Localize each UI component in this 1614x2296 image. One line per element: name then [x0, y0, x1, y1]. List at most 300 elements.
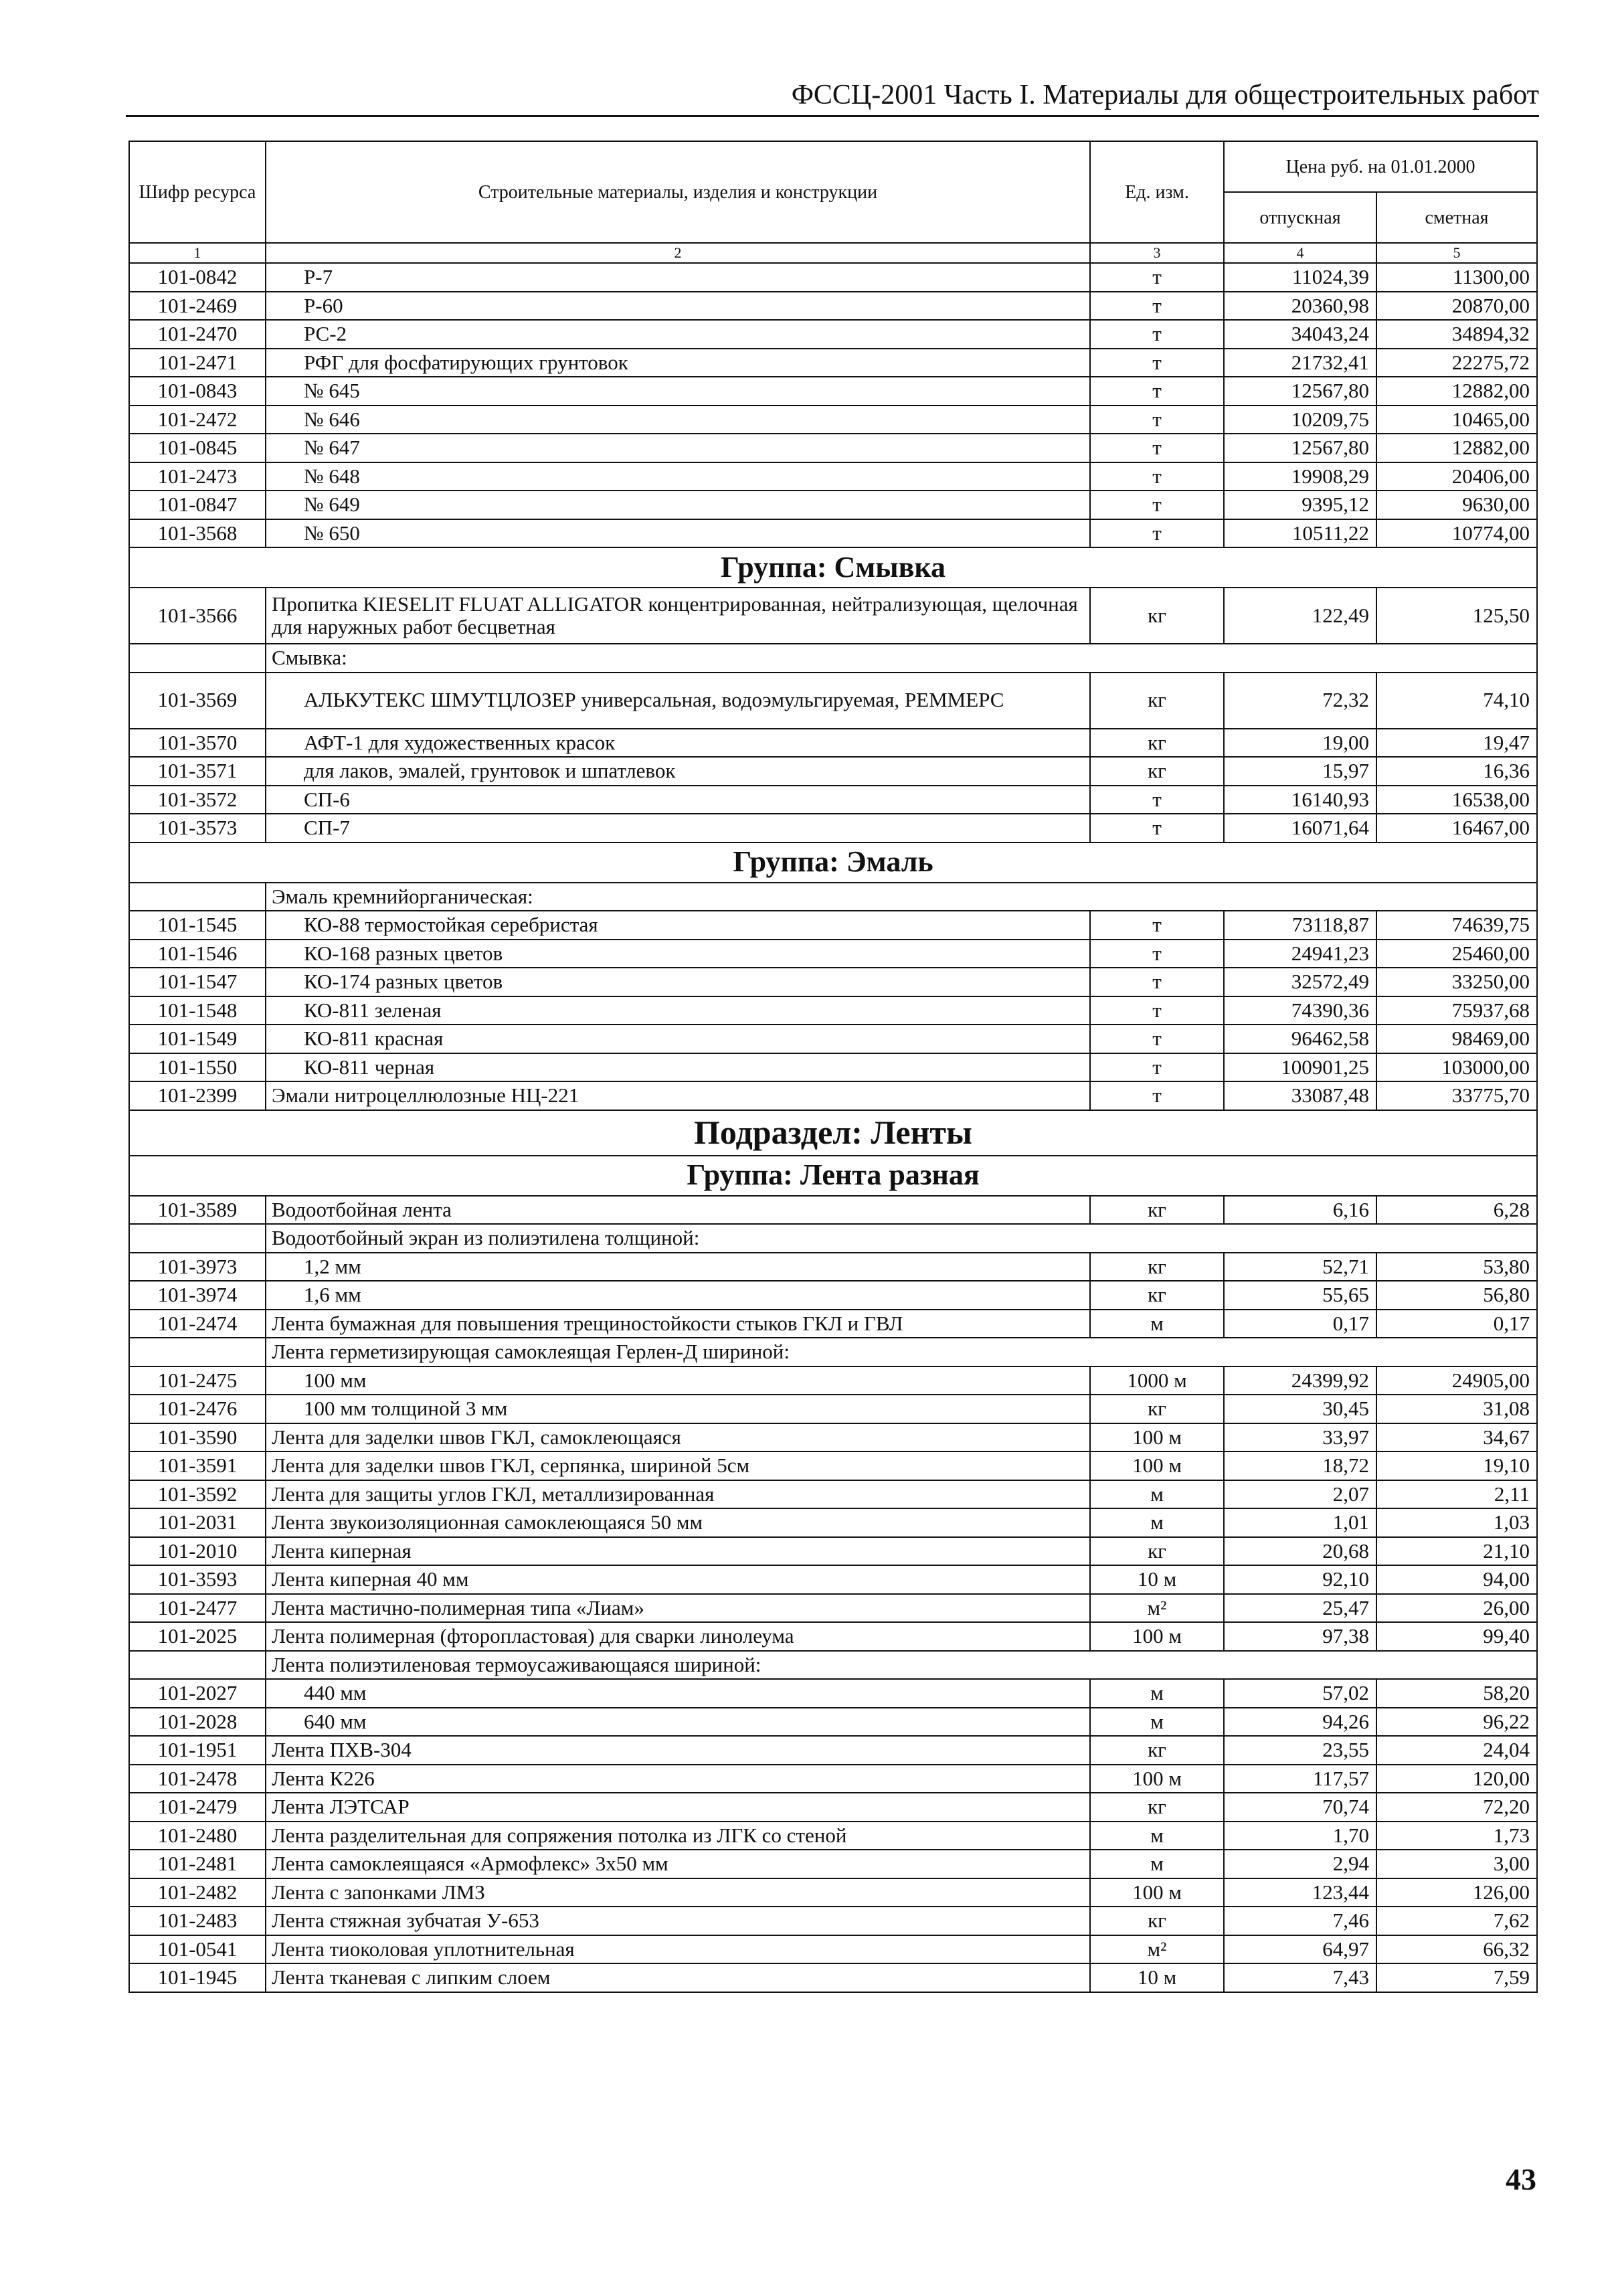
release-price: 20360,98: [1224, 292, 1376, 321]
resource-code: 101-2027: [129, 1679, 266, 1708]
table-row: [129, 968, 1537, 996]
release-price: 30,45: [1224, 1395, 1376, 1423]
table-row: [129, 406, 1537, 434]
release-price: 10209,75: [1224, 406, 1376, 434]
col-number: 3: [1090, 243, 1224, 263]
unit-of-measure: кг: [1090, 673, 1224, 729]
unit-of-measure: т: [1090, 519, 1224, 548]
estimate-price: 103000,00: [1376, 1053, 1537, 1082]
unit-of-measure: 100 м: [1090, 1622, 1224, 1651]
estimate-price: 33775,70: [1376, 1081, 1537, 1110]
material-name: № 648: [266, 462, 1090, 491]
col-header-name: Строительные материалы, изделия и конструкции: [266, 141, 1090, 243]
release-price: 73118,87: [1224, 911, 1376, 940]
resource-code: 101-2479: [129, 1793, 266, 1822]
material-name: Р-7: [266, 263, 1090, 292]
release-price: 122,49: [1224, 588, 1376, 644]
resource-code: 101-2471: [129, 349, 266, 377]
release-price: 92,10: [1224, 1565, 1376, 1594]
release-price: 72,32: [1224, 673, 1376, 729]
release-price: 11024,39: [1224, 263, 1376, 292]
material-name: № 647: [266, 434, 1090, 462]
table-row: [129, 1878, 1537, 1907]
unit-of-measure: кг: [1090, 1736, 1224, 1765]
unit-of-measure: м: [1090, 1508, 1224, 1537]
resource-code: 101-2475: [129, 1366, 266, 1395]
resource-code: 101-2474: [129, 1310, 266, 1338]
material-name: Водоотбойная лента: [266, 1196, 1090, 1225]
table-row: [129, 588, 1537, 644]
material-name: КО-811 черная: [266, 1053, 1090, 1082]
resource-code: 101-0847: [129, 491, 266, 519]
material-name: Лента ПХВ-304: [266, 1736, 1090, 1765]
resource-code: 101-3593: [129, 1565, 266, 1594]
table-row: [129, 1565, 1537, 1594]
estimate-price: 26,00: [1376, 1594, 1537, 1623]
estimate-price: 34,67: [1376, 1423, 1537, 1452]
material-name: Лента киперная: [266, 1537, 1090, 1566]
table-row: [129, 1622, 1537, 1651]
material-name: Лента К226: [266, 1765, 1090, 1793]
release-price: 2,94: [1224, 1850, 1376, 1878]
material-name: Лента для защиты углов ГКЛ, металлизированная: [266, 1480, 1090, 1509]
release-price: 23,55: [1224, 1736, 1376, 1765]
resource-code: 101-1545: [129, 911, 266, 940]
release-price: 70,74: [1224, 1793, 1376, 1822]
unit-of-measure: кг: [1090, 757, 1224, 786]
unit-of-measure: т: [1090, 1081, 1224, 1110]
table-row: [129, 491, 1537, 519]
col-header-estimate: сметная: [1376, 192, 1537, 243]
group-heading: Группа: Смывка: [129, 547, 1537, 588]
material-name: АЛЬКУТЕКС ШМУТЦЛОЗЕР универсальная, водоэмульгируемая, РЕММЕРС: [266, 673, 1090, 729]
resource-code: 101-0842: [129, 263, 266, 292]
material-name: № 645: [266, 377, 1090, 406]
release-price: 15,97: [1224, 757, 1376, 786]
resource-code: 101-1546: [129, 940, 266, 968]
table-row: [129, 1451, 1537, 1480]
table-row: [129, 349, 1537, 377]
resource-code: [129, 1651, 266, 1680]
unit-of-measure: т: [1090, 263, 1224, 292]
resource-code: 101-2473: [129, 462, 266, 491]
unit-of-measure: т: [1090, 786, 1224, 814]
resource-code: 101-3592: [129, 1480, 266, 1509]
estimate-price: 10774,00: [1376, 519, 1537, 548]
unit-of-measure: кг: [1090, 1281, 1224, 1310]
table-row: [129, 1822, 1537, 1850]
release-price: 6,16: [1224, 1196, 1376, 1225]
group-heading: Группа: Лента разная: [129, 1156, 1537, 1196]
unit-of-measure: кг: [1090, 729, 1224, 758]
subheading-row: [129, 1224, 1537, 1253]
table-row: [129, 292, 1537, 321]
material-name: Лента тканевая с липким слоем: [266, 1963, 1090, 1992]
release-price: 18,72: [1224, 1451, 1376, 1480]
release-price: 57,02: [1224, 1679, 1376, 1708]
unit-of-measure: т: [1090, 996, 1224, 1025]
resource-code: 101-1549: [129, 1025, 266, 1053]
unit-of-measure: кг: [1090, 1537, 1224, 1566]
release-price: 24941,23: [1224, 940, 1376, 968]
table-row: [129, 1025, 1537, 1053]
release-price: 97,38: [1224, 1622, 1376, 1651]
material-name: 1,2 мм: [266, 1253, 1090, 1282]
release-price: 21732,41: [1224, 349, 1376, 377]
estimate-price: 66,32: [1376, 1935, 1537, 1964]
resource-code: 101-3569: [129, 673, 266, 729]
estimate-price: 120,00: [1376, 1765, 1537, 1793]
running-header: ФССЦ-2001 Часть I. Материалы для общестроительных работ: [791, 80, 1539, 110]
resource-code: 101-3590: [129, 1423, 266, 1452]
estimate-price: 31,08: [1376, 1395, 1537, 1423]
table-row: [129, 263, 1537, 292]
resource-code: 101-2399: [129, 1081, 266, 1110]
resource-code: 101-2481: [129, 1850, 266, 1878]
material-name: Лента ЛЭТСАР: [266, 1793, 1090, 1822]
estimate-price: 10465,00: [1376, 406, 1537, 434]
resource-code: 101-3571: [129, 757, 266, 786]
estimate-price: 11300,00: [1376, 263, 1537, 292]
estimate-price: 34894,32: [1376, 320, 1537, 349]
subheading-text: Смывка:: [266, 644, 1537, 673]
resource-code: 101-1945: [129, 1963, 266, 1992]
unit-of-measure: т: [1090, 1053, 1224, 1082]
subheading-row: [129, 644, 1537, 673]
estimate-price: 20406,00: [1376, 462, 1537, 491]
group-heading: Группа: Эмаль: [129, 843, 1537, 883]
table-row: [129, 1907, 1537, 1935]
unit-of-measure: т: [1090, 292, 1224, 321]
unit-of-measure: м²: [1090, 1935, 1224, 1964]
unit-of-measure: т: [1090, 406, 1224, 434]
price-table: [128, 141, 1538, 1993]
col-number: 5: [1376, 243, 1537, 263]
resource-code: 101-2480: [129, 1822, 266, 1850]
table-row: [129, 996, 1537, 1025]
estimate-price: 24905,00: [1376, 1366, 1537, 1395]
unit-of-measure: 1000 м: [1090, 1366, 1224, 1395]
resource-code: 101-3568: [129, 519, 266, 548]
page-number: 43: [1506, 2162, 1536, 2196]
estimate-price: 56,80: [1376, 1281, 1537, 1310]
unit-of-measure: 10 м: [1090, 1565, 1224, 1594]
unit-of-measure: кг: [1090, 1253, 1224, 1282]
subheading-row: [129, 1651, 1537, 1680]
material-name: Лента для заделки швов ГКЛ, самоклеющаяся: [266, 1423, 1090, 1452]
subheading-text: Эмаль кремнийорганическая:: [266, 883, 1537, 911]
table-row: [129, 1081, 1537, 1110]
estimate-price: 3,00: [1376, 1850, 1537, 1878]
release-price: 123,44: [1224, 1878, 1376, 1907]
unit-of-measure: т: [1090, 911, 1224, 940]
unit-of-measure: т: [1090, 1025, 1224, 1053]
resource-code: 101-2010: [129, 1537, 266, 1566]
release-price: 7,46: [1224, 1907, 1376, 1935]
table-row: [129, 519, 1537, 548]
section-heading-row: [129, 1110, 1537, 1156]
unit-of-measure: т: [1090, 814, 1224, 843]
estimate-price: 21,10: [1376, 1537, 1537, 1566]
table-row: [129, 940, 1537, 968]
estimate-price: 2,11: [1376, 1480, 1537, 1509]
unit-of-measure: кг: [1090, 588, 1224, 644]
material-name: Лента звукоизоляционная самоклеющаяся 50 мм: [266, 1508, 1090, 1537]
estimate-price: 33250,00: [1376, 968, 1537, 996]
material-name: Лента полимерная (фторопластовая) для сварки линолеума: [266, 1622, 1090, 1651]
material-name: АФТ-1 для художественных красок: [266, 729, 1090, 758]
unit-of-measure: кг: [1090, 1395, 1224, 1423]
resource-code: 101-2472: [129, 406, 266, 434]
estimate-price: 12882,00: [1376, 377, 1537, 406]
col-number: 1: [129, 243, 266, 263]
release-price: 52,71: [1224, 1253, 1376, 1282]
unit-of-measure: м: [1090, 1822, 1224, 1850]
material-name: № 646: [266, 406, 1090, 434]
resource-code: 101-0845: [129, 434, 266, 462]
resource-code: [129, 644, 266, 673]
resource-code: 101-1548: [129, 996, 266, 1025]
table-row: [129, 757, 1537, 786]
estimate-price: 6,28: [1376, 1196, 1537, 1225]
release-price: 12567,80: [1224, 377, 1376, 406]
resource-code: 101-0843: [129, 377, 266, 406]
section-heading: Подраздел: Ленты: [129, 1110, 1537, 1156]
unit-of-measure: м: [1090, 1480, 1224, 1509]
estimate-price: 16,36: [1376, 757, 1537, 786]
material-name: Лента с запонками ЛМЗ: [266, 1878, 1090, 1907]
release-price: 55,65: [1224, 1281, 1376, 1310]
resource-code: [129, 1338, 266, 1366]
release-price: 100901,25: [1224, 1053, 1376, 1082]
table-row: [129, 434, 1537, 462]
estimate-price: 19,47: [1376, 729, 1537, 758]
table-row: [129, 1765, 1537, 1793]
release-price: 33,97: [1224, 1423, 1376, 1452]
release-price: 0,17: [1224, 1310, 1376, 1338]
resource-code: 101-1550: [129, 1053, 266, 1082]
col-number: 4: [1224, 243, 1376, 263]
header-rule: [126, 115, 1539, 117]
resource-code: 101-3572: [129, 786, 266, 814]
estimate-price: 125,50: [1376, 588, 1537, 644]
material-name: Лента разделительная для сопряжения потолка из ЛГК со стеной: [266, 1822, 1090, 1850]
table-row: [129, 1196, 1537, 1225]
resource-code: 101-1547: [129, 968, 266, 996]
table-row: [129, 673, 1537, 729]
estimate-price: 53,80: [1376, 1253, 1537, 1282]
table-row: [129, 1395, 1537, 1423]
resource-code: 101-3566: [129, 588, 266, 644]
estimate-price: 99,40: [1376, 1622, 1537, 1651]
resource-code: 101-2476: [129, 1395, 266, 1423]
unit-of-measure: 100 м: [1090, 1765, 1224, 1793]
material-name: № 649: [266, 491, 1090, 519]
unit-of-measure: 100 м: [1090, 1451, 1224, 1480]
material-name: 440 мм: [266, 1679, 1090, 1708]
release-price: 34043,24: [1224, 320, 1376, 349]
table-row: [129, 377, 1537, 406]
subheading-text: Водоотбойный экран из полиэтилена толщиной:: [266, 1224, 1537, 1253]
material-name: 100 мм: [266, 1366, 1090, 1395]
table-row: [129, 911, 1537, 940]
table-row: [129, 1053, 1537, 1082]
group-heading-row: [129, 1156, 1537, 1196]
material-name: 640 мм: [266, 1708, 1090, 1737]
table-row: [129, 1480, 1537, 1509]
table-row: [129, 1310, 1537, 1338]
release-price: 12567,80: [1224, 434, 1376, 462]
col-header-price: Цена руб. на 01.01.2000: [1224, 141, 1537, 192]
release-price: 9395,12: [1224, 491, 1376, 519]
release-price: 20,68: [1224, 1537, 1376, 1566]
resource-code: 101-3589: [129, 1196, 266, 1225]
estimate-price: 20870,00: [1376, 292, 1537, 321]
table-row: [129, 1736, 1537, 1765]
release-price: 1,01: [1224, 1508, 1376, 1537]
release-price: 64,97: [1224, 1935, 1376, 1964]
table-row: [129, 1850, 1537, 1878]
resource-code: 101-2028: [129, 1708, 266, 1737]
resource-code: 101-2025: [129, 1622, 266, 1651]
material-name: Лента бумажная для повышения трещиностойкости стыков ГКЛ и ГВЛ: [266, 1310, 1090, 1338]
material-name: КО-88 термостойкая серебристая: [266, 911, 1090, 940]
estimate-price: 22275,72: [1376, 349, 1537, 377]
estimate-price: 1,03: [1376, 1508, 1537, 1537]
col-header-release: отпускная: [1224, 192, 1376, 243]
table-row: [129, 320, 1537, 349]
table-row: [129, 1537, 1537, 1566]
estimate-price: 24,04: [1376, 1736, 1537, 1765]
material-name: СП-6: [266, 786, 1090, 814]
table-body: [129, 263, 1537, 1992]
estimate-price: 7,59: [1376, 1963, 1537, 1992]
unit-of-measure: 10 м: [1090, 1963, 1224, 1992]
material-name: 100 мм толщиной 3 мм: [266, 1395, 1090, 1423]
release-price: 74390,36: [1224, 996, 1376, 1025]
release-price: 2,07: [1224, 1480, 1376, 1509]
table-row: [129, 814, 1537, 843]
estimate-price: 1,73: [1376, 1822, 1537, 1850]
material-name: КО-811 красная: [266, 1025, 1090, 1053]
table-row: [129, 786, 1537, 814]
release-price: 16071,64: [1224, 814, 1376, 843]
estimate-price: 96,22: [1376, 1708, 1537, 1737]
col-number: 2: [266, 243, 1090, 263]
material-name: Лента самоклеящаяся «Армофлекс» 3х50 мм: [266, 1850, 1090, 1878]
table-row: [129, 462, 1537, 491]
table-row: [129, 1935, 1537, 1964]
resource-code: 101-2469: [129, 292, 266, 321]
material-name: Лента тиоколовая уплотнительная: [266, 1935, 1090, 1964]
resource-code: [129, 1224, 266, 1253]
estimate-price: 98469,00: [1376, 1025, 1537, 1053]
unit-of-measure: т: [1090, 462, 1224, 491]
resource-code: [129, 883, 266, 911]
material-name: Лента стяжная зубчатая У-653: [266, 1907, 1090, 1935]
estimate-price: 74639,75: [1376, 911, 1537, 940]
release-price: 33087,48: [1224, 1081, 1376, 1110]
release-price: 19908,29: [1224, 462, 1376, 491]
resource-code: 101-2470: [129, 320, 266, 349]
material-name: Эмали нитроцеллюлозные НЦ-221: [266, 1081, 1090, 1110]
unit-of-measure: т: [1090, 349, 1224, 377]
table-row: [129, 1281, 1537, 1310]
resource-code: 101-2478: [129, 1765, 266, 1793]
release-price: 1,70: [1224, 1822, 1376, 1850]
resource-code: 101-2482: [129, 1878, 266, 1907]
resource-code: 101-3570: [129, 729, 266, 758]
release-price: 96462,58: [1224, 1025, 1376, 1053]
table-row: [129, 729, 1537, 758]
material-name: для лаков, эмалей, грунтовок и шпатлевок: [266, 757, 1090, 786]
release-price: 10511,22: [1224, 519, 1376, 548]
table-row: [129, 1366, 1537, 1395]
subheading-text: Лента герметизирующая самоклеящая Герлен-Д шириной:: [266, 1338, 1537, 1366]
table-row: [129, 1508, 1537, 1537]
estimate-price: 0,17: [1376, 1310, 1537, 1338]
estimate-price: 16467,00: [1376, 814, 1537, 843]
unit-of-measure: м²: [1090, 1594, 1224, 1623]
release-price: 24399,92: [1224, 1366, 1376, 1395]
subheading-text: Лента полиэтиленовая термоусаживающаяся шириной:: [266, 1651, 1537, 1680]
material-name: № 650: [266, 519, 1090, 548]
unit-of-measure: т: [1090, 491, 1224, 519]
resource-code: 101-3591: [129, 1451, 266, 1480]
release-price: 117,57: [1224, 1765, 1376, 1793]
estimate-price: 9630,00: [1376, 491, 1537, 519]
material-name: Пропитка KIESELIT FLUAT ALLIGATOR концентрированная, нейтрализующая, щелочная для наружных работ бесцветная: [266, 588, 1090, 644]
estimate-price: 126,00: [1376, 1878, 1537, 1907]
resource-code: 101-2031: [129, 1508, 266, 1537]
release-price: 94,26: [1224, 1708, 1376, 1737]
unit-of-measure: 100 м: [1090, 1423, 1224, 1452]
estimate-price: 58,20: [1376, 1679, 1537, 1708]
resource-code: 101-3974: [129, 1281, 266, 1310]
unit-of-measure: т: [1090, 940, 1224, 968]
table-row: [129, 1423, 1537, 1452]
table-row: [129, 1253, 1537, 1282]
release-price: 16140,93: [1224, 786, 1376, 814]
release-price: 7,43: [1224, 1963, 1376, 1992]
estimate-price: 19,10: [1376, 1451, 1537, 1480]
unit-of-measure: кг: [1090, 1196, 1224, 1225]
col-header-code: Шифр ресурса: [129, 141, 266, 243]
table-row: [129, 1708, 1537, 1737]
material-name: КО-811 зеленая: [266, 996, 1090, 1025]
material-name: Р-60: [266, 292, 1090, 321]
group-heading-row: [129, 547, 1537, 588]
table-row: [129, 1679, 1537, 1708]
resource-code: 101-3973: [129, 1253, 266, 1282]
unit-of-measure: м: [1090, 1708, 1224, 1737]
estimate-price: 74,10: [1376, 673, 1537, 729]
release-price: 19,00: [1224, 729, 1376, 758]
material-name: СП-7: [266, 814, 1090, 843]
table-row: [129, 1594, 1537, 1623]
estimate-price: 12882,00: [1376, 434, 1537, 462]
table-row: [129, 1963, 1537, 1992]
estimate-price: 72,20: [1376, 1793, 1537, 1822]
resource-code: 101-3573: [129, 814, 266, 843]
material-name: РФГ для фосфатирующих грунтовок: [266, 349, 1090, 377]
estimate-price: 16538,00: [1376, 786, 1537, 814]
unit-of-measure: т: [1090, 377, 1224, 406]
material-name: Лента киперная 40 мм: [266, 1565, 1090, 1594]
estimate-price: 75937,68: [1376, 996, 1537, 1025]
material-name: Лента для заделки швов ГКЛ, серпянка, шириной 5см: [266, 1451, 1090, 1480]
release-price: 25,47: [1224, 1594, 1376, 1623]
